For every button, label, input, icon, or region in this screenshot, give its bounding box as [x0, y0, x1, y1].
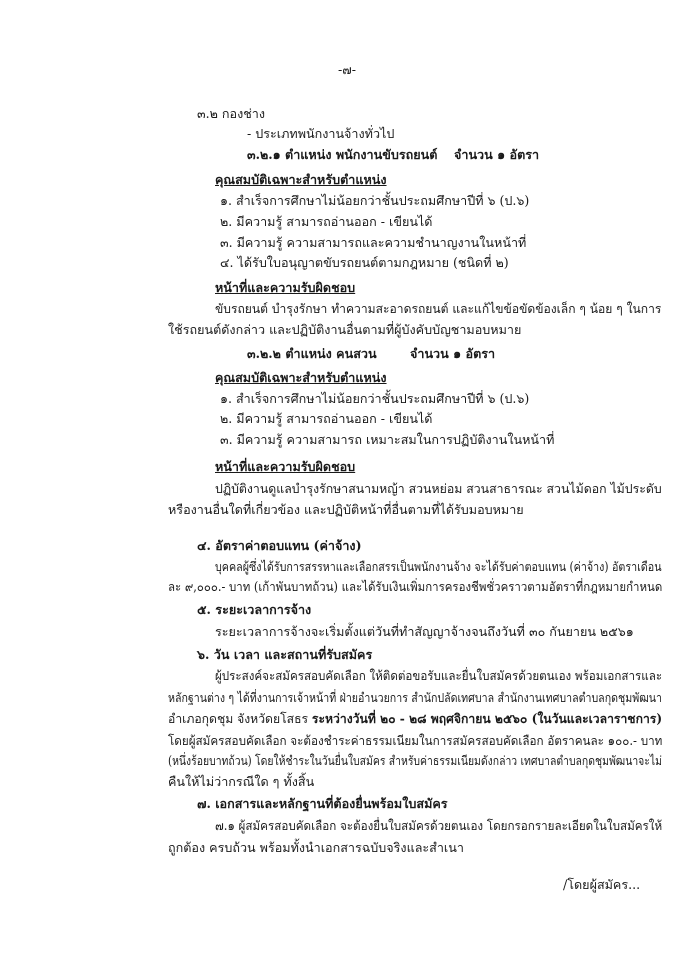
qual-heading-2: คุณสมบัติเฉพาะสำหรับตำแหน่ง — [215, 370, 387, 385]
section-3-2-title: ๓.๒ กองช่าง — [197, 106, 266, 121]
section-4-line: บุคคลผู้ซึ่งได้รับการสรรหาและเลือกสรรเป็นพนักงานจ้าง จะได้รับค่าตอบแทน (ค่าจ้าง) อัตราเดือน — [215, 559, 662, 574]
section-6-line: โดยผู้สมัครสอบคัดเลือก จะต้องชำระค่าธรรมเนียมในการสมัครสอบคัดเลือก อัตราคนละ ๑๐๐.- บาท — [168, 733, 663, 748]
section-6-line — [168, 711, 662, 727]
position-3-2-2-title: ๓.๒.๒ ตำแหน่ง คนสวน — [247, 346, 377, 361]
qual-item: ๒. มีความรู้ สามารถอ่านออก - เขียนได้ — [220, 214, 433, 229]
section-6-heading: ๖. วัน เวลา และสถานที่รับสมัคร — [197, 647, 373, 662]
section-7-line: ๗.๑ ผู้สมัครสอบคัดเลือก จะต้องยื่นใบสมัครด้วยตนเอง โดยกรอกรายละเอียดในใบสมัครให้ — [215, 818, 663, 833]
section-6-dates: ระหว่างวันที่ ๒๐ - ๒๘ พฤศจิกายน ๒๕๖๐ (ในวันและเวลาราชการ) — [311, 711, 663, 726]
qual-item: ๒. มีความรู้ สามารถอ่านออก - เขียนได้ — [220, 411, 433, 426]
position-3-2-1-count: จำนวน ๑ อัตรา — [454, 147, 540, 162]
duty-line: ใช้รถยนต์ดังกล่าว และปฏิบัติงานอื่นตามที่ผู้บังคับบัญชามอบหมาย — [168, 322, 522, 337]
qual-item: ๓. มีความรู้ ความสามารถ เหมาะสมในการปฏิบัติงานในหน้าที่ — [220, 432, 555, 447]
continuation-text: /โดยผู้สมัคร... — [563, 877, 641, 892]
section-5-line: ระยะเวลาการจ้างจะเริ่มตั้งแต่วันที่ทำสัญญาจ้างจนถึงวันที่ ๓๐ กันยายน ๒๕๖๑ — [215, 624, 634, 639]
section-5-heading: ๕. ระยะเวลาการจ้าง — [197, 602, 312, 617]
duty-line: ปฏิบัติงานดูแลบำรุงรักษาสนามหญ้า สวนหย่อม สวนสาธารณะ สวนไม้ดอก ไม้ประดับ — [215, 481, 662, 496]
duty-heading-2: หน้าที่และความรับผิดชอบ — [215, 459, 356, 474]
section-6-location: อำเภอกุดชุม จังหวัดยโสธร — [168, 711, 309, 726]
section-4-line: ละ ๙,๐๐๐.- บาท (เก้าพันบาทถ้วน) และได้รับเงินเพิ่มการครองชีพชั่วคราวตามอัตราที่กฎหมายกำหนด — [168, 579, 663, 594]
qual-item: ๑. สำเร็จการศึกษาไม่น้อยกว่าชั้นประถมศึกษาปีที่ ๖ (ป.๖) — [220, 391, 530, 406]
employee-type: - ประเภทพนักงานจ้างทั่วไป — [247, 126, 395, 141]
page-number: -๗- — [338, 62, 356, 77]
section-6-line: ผู้ประสงค์จะสมัครสอบคัดเลือก ให้ติดต่อขอรับและยื่นใบสมัครด้วยตนเอง พร้อมเอกสารและ — [215, 668, 663, 683]
qual-item: ๓. มีความรู้ ความสามารถและความชำนาญงานในหน้าที่ — [220, 235, 527, 250]
qual-item: ๑. สำเร็จการศึกษาไม่น้อยกว่าชั้นประถมศึกษาปีที่ ๖ (ป.๖) — [220, 193, 530, 208]
duty-line: ขับรถยนต์ บำรุงรักษา ทำความสะอาดรถยนต์ และแก้ไขข้อขัดข้องเล็ก ๆ น้อย ๆ ในการ — [215, 301, 662, 316]
section-6-line: (หนึ่งร้อยบาทถ้วน) โดยให้ชำระในวันยื่นใบสมัคร สำหรับค่าธรรมเนียมดังกล่าว เทศบาลตำบลกุดชุมพัฒนาจะไม่ — [168, 753, 662, 768]
duty-heading-1: หน้าที่และความรับผิดชอบ — [215, 280, 356, 295]
section-6-line: หลักฐานต่าง ๆ ได้ที่งานการเจ้าหน้าที่ ฝ่ายอำนวยการ สำนักปลัดเทศบาล สำนักงานเทศบาลตำบลกุดชุมพัฒนา — [168, 690, 663, 705]
qual-heading-1: คุณสมบัติเฉพาะสำหรับตำแหน่ง — [215, 172, 387, 187]
position-3-2-2-count: จำนวน ๑ อัตรา — [410, 346, 496, 361]
qual-item: ๔. ได้รับใบอนุญาตขับรถยนต์ตามกฎหมาย (ชนิดที่ ๒) — [220, 255, 509, 270]
section-6-line: คืนให้ไม่ว่ากรณีใด ๆ ทั้งสิ้น — [168, 774, 315, 789]
position-3-2-1-title: ๓.๒.๑ ตำแหน่ง พนักงานขับรถยนต์ — [247, 147, 438, 162]
section-7-line: ถูกต้อง ครบถ้วน พร้อมทั้งนำเอกสารฉบับจริงและสำเนา — [168, 840, 464, 855]
section-4-heading: ๔. อัตราค่าตอบแทน (ค่าจ้าง) — [197, 538, 362, 553]
duty-line: หรืองานอื่นใดที่เกี่ยวข้อง และปฏิบัติหน้าที่อื่นตามที่ได้รับมอบหมาย — [168, 502, 524, 517]
section-7-heading: ๗. เอกสารและหลักฐานที่ต้องยื่นพร้อมใบสมัคร — [197, 796, 448, 811]
